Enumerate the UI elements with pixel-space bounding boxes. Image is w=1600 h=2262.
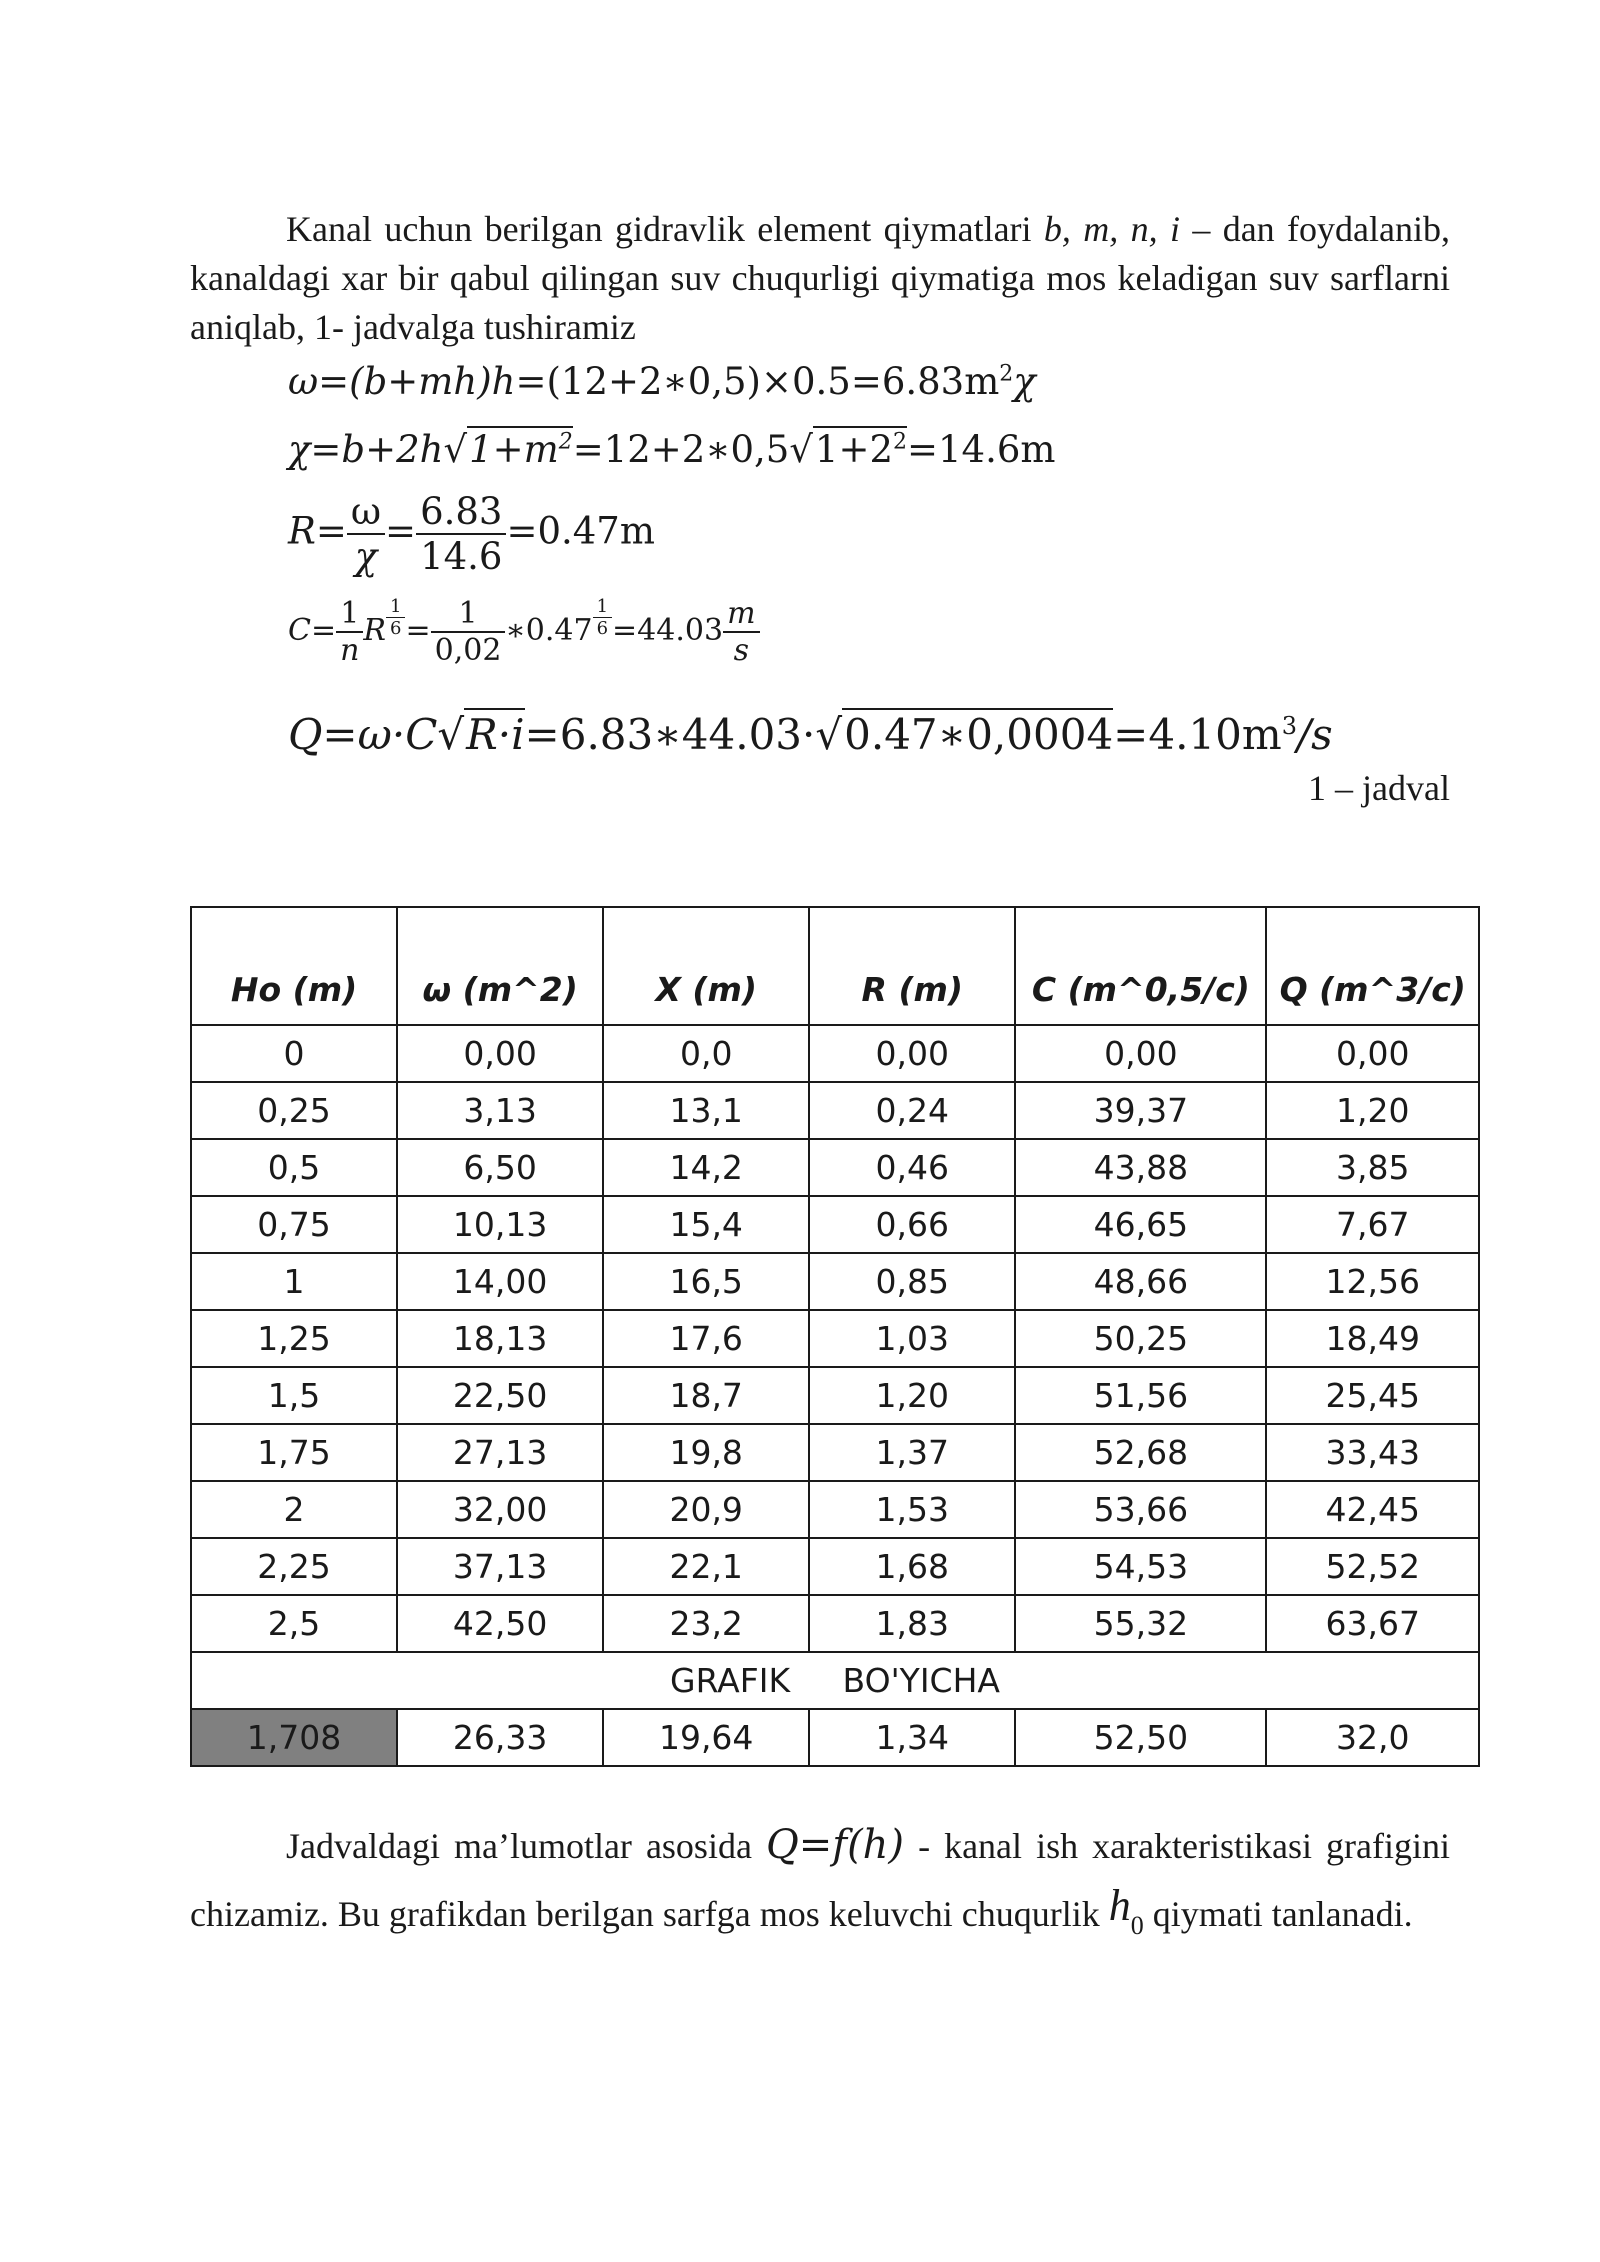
table-cell: 0,00	[1266, 1025, 1479, 1082]
table-row	[191, 1196, 1479, 1253]
table-cell: 63,67	[1266, 1595, 1479, 1652]
formula-chi-c: =12+2∗0,5	[572, 428, 790, 471]
formula-C-a: C=	[288, 613, 337, 648]
table-cell: 1,25	[191, 1310, 397, 1367]
formula-C-unit	[723, 596, 759, 668]
formula-R-num1: ω	[347, 490, 385, 535]
result-cell: 52,50	[1015, 1709, 1266, 1766]
table-cell: 14,2	[603, 1139, 809, 1196]
formula-chi-sqrt2: $1+2^2$	[814, 428, 907, 471]
formula-C-eq: =	[405, 613, 431, 648]
formula-omega: $\omega=(b+mh)h=(12+2∗0,5)\times 0.5=6.83m^2\chi$	[288, 360, 1036, 403]
table-cell: 15,4	[603, 1196, 809, 1253]
table-body	[191, 1025, 1479, 1766]
formula-C-exp1-num: 1	[386, 596, 405, 618]
formula-R-num2: 6.83	[416, 490, 506, 535]
table-caption: 1 – jadval	[1308, 768, 1450, 808]
table-cell: 22,50	[397, 1367, 603, 1424]
formula-R-frac1	[347, 490, 385, 578]
table-cell: 1	[191, 1253, 397, 1310]
table-cell: 33,43	[1266, 1424, 1479, 1481]
table-cell: 37,13	[397, 1538, 603, 1595]
table-cell: 1,03	[809, 1310, 1015, 1367]
table-cell: 1,53	[809, 1481, 1015, 1538]
table-cell: 0,24	[809, 1082, 1015, 1139]
table-cell: 3,85	[1266, 1139, 1479, 1196]
table-cell: 46,65	[1015, 1196, 1266, 1253]
table-cell: 55,32	[1015, 1595, 1266, 1652]
table-header-cell: ω (m^2)	[397, 907, 603, 1025]
formula-R-eq: =	[385, 509, 417, 553]
table-cell: 52,68	[1015, 1424, 1266, 1481]
table-cell: 42,50	[397, 1595, 603, 1652]
formula-Q-a: Q=ω·C	[288, 710, 438, 759]
table-cell: 1,5	[191, 1367, 397, 1424]
table-header-cell: Q (m^3/c)	[1266, 907, 1479, 1025]
table-cell: 0,0	[603, 1025, 809, 1082]
formula-Q-f: /s	[1297, 710, 1333, 759]
formula-C-frac1	[336, 596, 363, 668]
formula-omega-tail: χ	[1013, 360, 1036, 403]
table-row	[191, 1082, 1479, 1139]
formula-C-unit-den: s	[733, 633, 749, 668]
table-cell: 53,66	[1015, 1481, 1266, 1538]
formula-C-den2: 0,02	[434, 633, 502, 668]
formula-chi-a: χ=b+2h	[288, 428, 444, 471]
formula-chi-b: 1+m	[469, 428, 559, 471]
formula-Q-e: =4.10m	[1113, 710, 1282, 759]
table-cell: 51,56	[1015, 1367, 1266, 1424]
formula-C-exp1-den: 6	[390, 618, 402, 639]
formula-chi-d: 1+2	[814, 428, 893, 471]
table-cell: 18,7	[603, 1367, 809, 1424]
formula-C-frac2	[431, 596, 506, 668]
table-cell: 18,49	[1266, 1310, 1479, 1367]
table-row	[191, 1367, 1479, 1424]
table-cell: 0,75	[191, 1196, 397, 1253]
result-cell: 1,34	[809, 1709, 1015, 1766]
table-cell: 1,75	[191, 1424, 397, 1481]
table-cell: 7,67	[1266, 1196, 1479, 1253]
table-cell: 0,00	[809, 1025, 1015, 1082]
table-cell: 48,66	[1015, 1253, 1266, 1310]
table-cell: 0,85	[809, 1253, 1015, 1310]
table-cell: 6,50	[397, 1139, 603, 1196]
formula-C-num1: 1	[336, 596, 363, 633]
table-cell: 1,20	[1266, 1082, 1479, 1139]
table-cell: 1,20	[809, 1367, 1015, 1424]
table-cell: 17,6	[603, 1310, 809, 1367]
formula-C-den1: n	[340, 633, 360, 668]
formula-chi-e: =14.6m	[907, 428, 1056, 471]
table-cell: 32,00	[397, 1481, 603, 1538]
intro-vars: b, m, n, i	[1043, 209, 1180, 249]
formula-R-den1: χ	[354, 535, 378, 578]
table-cell: 23,2	[603, 1595, 809, 1652]
table-section-row	[191, 1652, 1479, 1709]
table-cell: 22,1	[603, 1538, 809, 1595]
table-cell: 0,5	[191, 1139, 397, 1196]
outro-text-a: Jadvaldagi ma’lumotlar asosida	[286, 1826, 766, 1866]
result-depth-cell: 1,708	[191, 1709, 397, 1766]
formula-C	[288, 596, 760, 668]
table-cell: 1,68	[809, 1538, 1015, 1595]
outro-text-b: - kanal ish xarakteristikasi grafigini chizamiz. Bu grafikdan berilgan sarfga mos keluvchi chuqurlik	[190, 1826, 1451, 1934]
table-row	[191, 1538, 1479, 1595]
table-cell: 0	[191, 1025, 397, 1082]
formula-chi-sqrt1: $1+m^2$	[469, 428, 573, 471]
table-cell: 14,00	[397, 1253, 603, 1310]
formula-Q-b: R·i	[466, 710, 525, 759]
formula-C-exp2-num: 1	[593, 596, 612, 618]
table-cell: 0,00	[397, 1025, 603, 1082]
table-cell: 19,8	[603, 1424, 809, 1481]
table-header-cell: R (m)	[809, 907, 1015, 1025]
formula-C-unit-num: m	[723, 596, 759, 633]
table-header-cell: Ho (m)	[191, 907, 397, 1025]
table-cell: 42,45	[1266, 1481, 1479, 1538]
formula-C-exp1	[386, 596, 405, 639]
table-cell: 18,13	[397, 1310, 603, 1367]
table-cell: 1,37	[809, 1424, 1015, 1481]
table-cell: 52,52	[1266, 1538, 1479, 1595]
table-header-row	[191, 907, 1479, 1025]
intro-text-a: Kanal uchun berilgan gidravlik element qiymatlari	[286, 209, 1044, 249]
intro-text-b: – dan foydalanib, kanaldagi xar bir qabul qilingan suv chuqurligi qiymatiga mos keladigan suv sarflarni aniqlab, 1- jadvalga tushiramiz	[190, 209, 1450, 347]
table-cell: 54,53	[1015, 1538, 1266, 1595]
result-cell: 19,64	[603, 1709, 809, 1766]
formula-omega-rhs: (12+2∗0,5)×0.5=6.83m	[546, 360, 1000, 403]
formula-R-den2: 14.6	[420, 535, 503, 578]
table-cell: 16,5	[603, 1253, 809, 1310]
table-cell: 2	[191, 1481, 397, 1538]
result-cell: 26,33	[397, 1709, 603, 1766]
table-cell: 2,5	[191, 1595, 397, 1652]
table-cell: 1,83	[809, 1595, 1015, 1652]
formula-C-res: =44.03	[612, 613, 724, 648]
formula-C-exp2	[593, 596, 612, 639]
formula-C-mid: ∗0.47	[505, 613, 593, 648]
table-cell: 39,37	[1015, 1082, 1266, 1139]
table-header-cell: X (m)	[603, 907, 809, 1025]
formula-chi: $\chi=b+2h√1+m^2=12+2∗0,5√1+2^2=14.6m$	[288, 428, 1056, 471]
results-table	[190, 906, 1480, 1767]
table-cell: 13,1	[603, 1082, 809, 1139]
formula-Q-d: 0.47∗0,0004	[844, 710, 1114, 759]
table-header-cell: C (m^0,5/c)	[1015, 907, 1266, 1025]
table-cell: 50,25	[1015, 1310, 1266, 1367]
table-row	[191, 1310, 1479, 1367]
table-cell: 2,25	[191, 1538, 397, 1595]
table-cell: 0,66	[809, 1196, 1015, 1253]
table-cell: 27,13	[397, 1424, 603, 1481]
table-row	[191, 1424, 1479, 1481]
table-cell: 12,56	[1266, 1253, 1479, 1310]
table-row	[191, 1253, 1479, 1310]
table-row	[191, 1139, 1479, 1196]
outro-paragraph	[190, 1815, 1450, 1956]
table-row	[191, 1481, 1479, 1538]
table-row	[191, 1595, 1479, 1652]
formula-C-R: R	[363, 613, 387, 648]
table-result-row	[191, 1709, 1479, 1766]
outro-text-c: qiymati tanlanadi.	[1143, 1894, 1413, 1934]
formula-R-res: =0.47m	[506, 509, 655, 553]
intro-paragraph	[190, 205, 1450, 352]
table-cell: 20,9	[603, 1481, 809, 1538]
table-cell: 43,88	[1015, 1139, 1266, 1196]
table-cell: 0,00	[1015, 1025, 1266, 1082]
table-cell: 0,25	[191, 1082, 397, 1139]
result-cell: 32,0	[1266, 1709, 1479, 1766]
formula-Q: $Q=\omega\cdot C√R\cdot i=6.83∗44.03\cdot√0.47∗0,0004=4.10m^3/s$	[288, 710, 1333, 759]
table-cell: 10,13	[397, 1196, 603, 1253]
table-cell: 25,45	[1266, 1367, 1479, 1424]
formula-R	[288, 490, 655, 578]
table-cell: 0,46	[809, 1139, 1015, 1196]
formula-C-num2: 1	[431, 596, 506, 633]
formula-omega-lhs: ω=(b+mh)h=	[288, 360, 547, 403]
formula-R-frac2	[416, 490, 506, 578]
outro-var-h: h	[1108, 1881, 1131, 1930]
formula-Q-c: =6.83∗44.03·	[524, 710, 816, 759]
formula-R-a: R=	[288, 509, 347, 553]
table-cell: 3,13	[397, 1082, 603, 1139]
outro-var-sub: 0	[1130, 1911, 1144, 1941]
outro-formula: Q=f(h)	[765, 1822, 905, 1868]
table-row	[191, 1025, 1479, 1082]
graph-section-label: GRAFIK BO'YICHA	[191, 1652, 1479, 1709]
formula-C-exp2-den: 6	[596, 618, 609, 639]
